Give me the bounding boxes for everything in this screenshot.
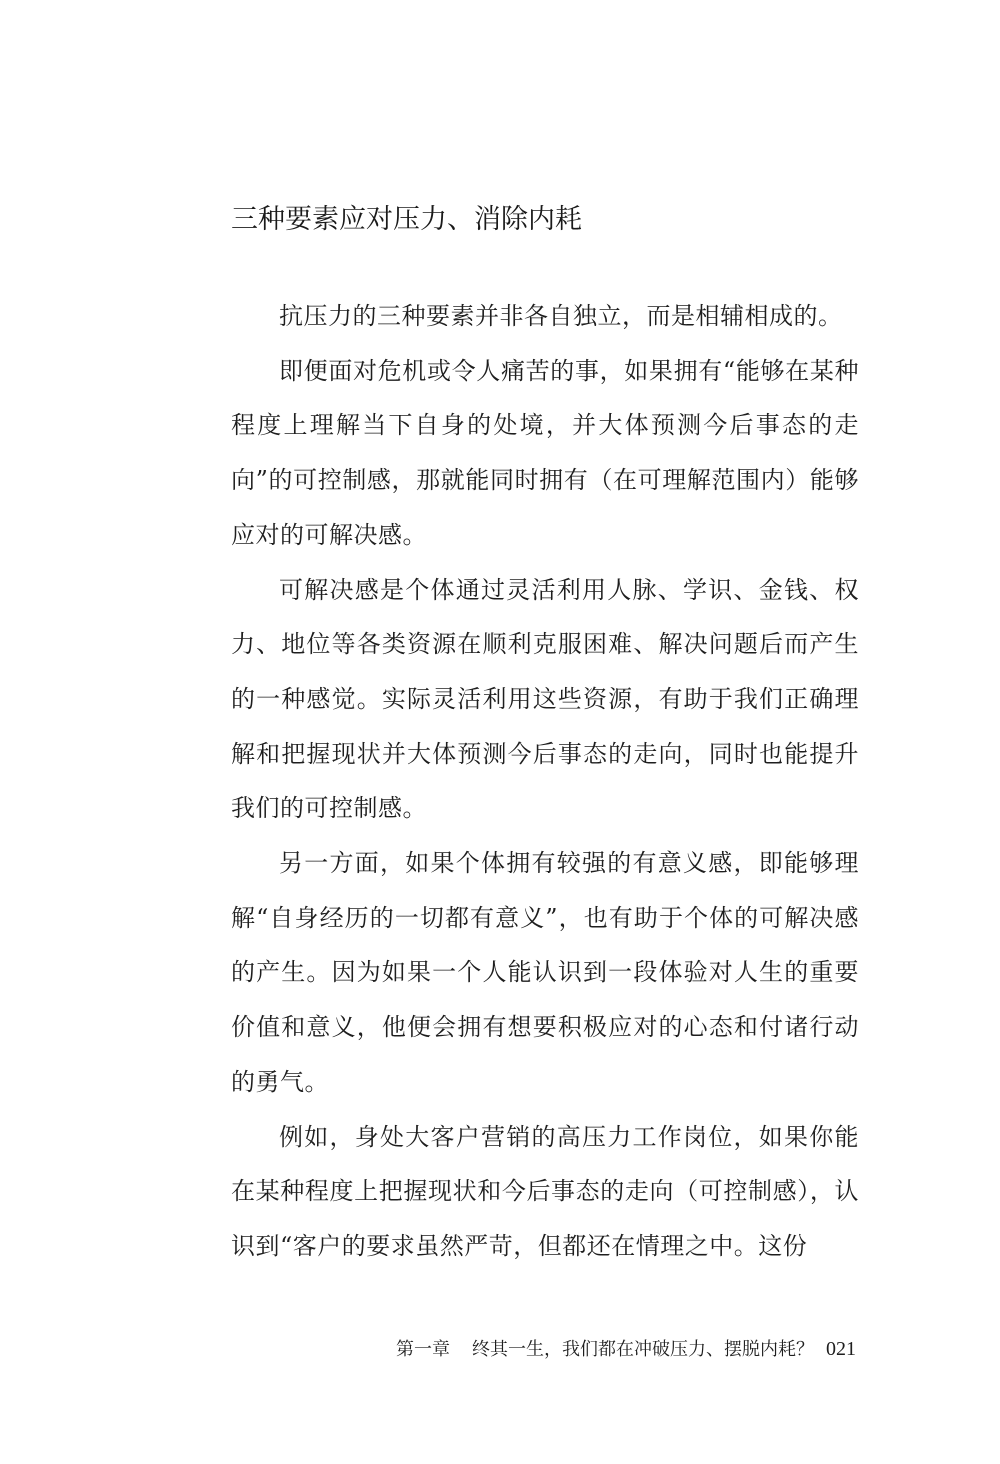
paragraph: 例如，身处大客户营销的高压力工作岗位，如果你能在某种程度上把握现状和今后事态的走向（可控制感），认识到“客户的要求虽然严苛，但都还在情理之中。这份 <box>231 1122 859 1260</box>
chapter-label: 第一章 <box>396 1339 450 1360</box>
paragraph: 可解决感是个体通过灵活利用人脉、学识、金钱、权力、地位等各类资源在顺利克服困难、解决问题后而产生的一种感觉。实际灵活利用这些资源，有助于我们正确理解和把握现状并大体预测今后事态的走向，同时也能提升我们的可控制感。 <box>231 575 859 823</box>
body-text <box>231 289 859 1274</box>
paragraph: 另一方面，如果个体拥有较强的有意义感，即能够理解“自身经历的一切都有意义”，也有助于个体的可解决感的产生。因为如果一个人能认识到一段体验对人生的重要价值和意义，他便会拥有想要积极应对的心态和付诸行动的勇气。 <box>231 849 859 1096</box>
chapter-title: 终其一生，我们都在冲破压力、摆脱内耗？ <box>472 1339 814 1360</box>
page-number: 021 <box>826 1338 856 1360</box>
paragraph: 即便面对危机或令人痛苦的事，如果拥有“能够在某种程度上理解当下自身的处境，并大体预测今后事态的走向”的可控制感，那就能同时拥有（在可理解范围内）能够应对的可解决感。 <box>231 356 859 549</box>
section-heading: 三种要素应对压力、消除内耗 <box>231 204 582 235</box>
paragraph: 抗压力的三种要素并非各自独立，而是相辅相成的。 <box>279 302 843 330</box>
running-footer <box>396 1334 856 1365</box>
